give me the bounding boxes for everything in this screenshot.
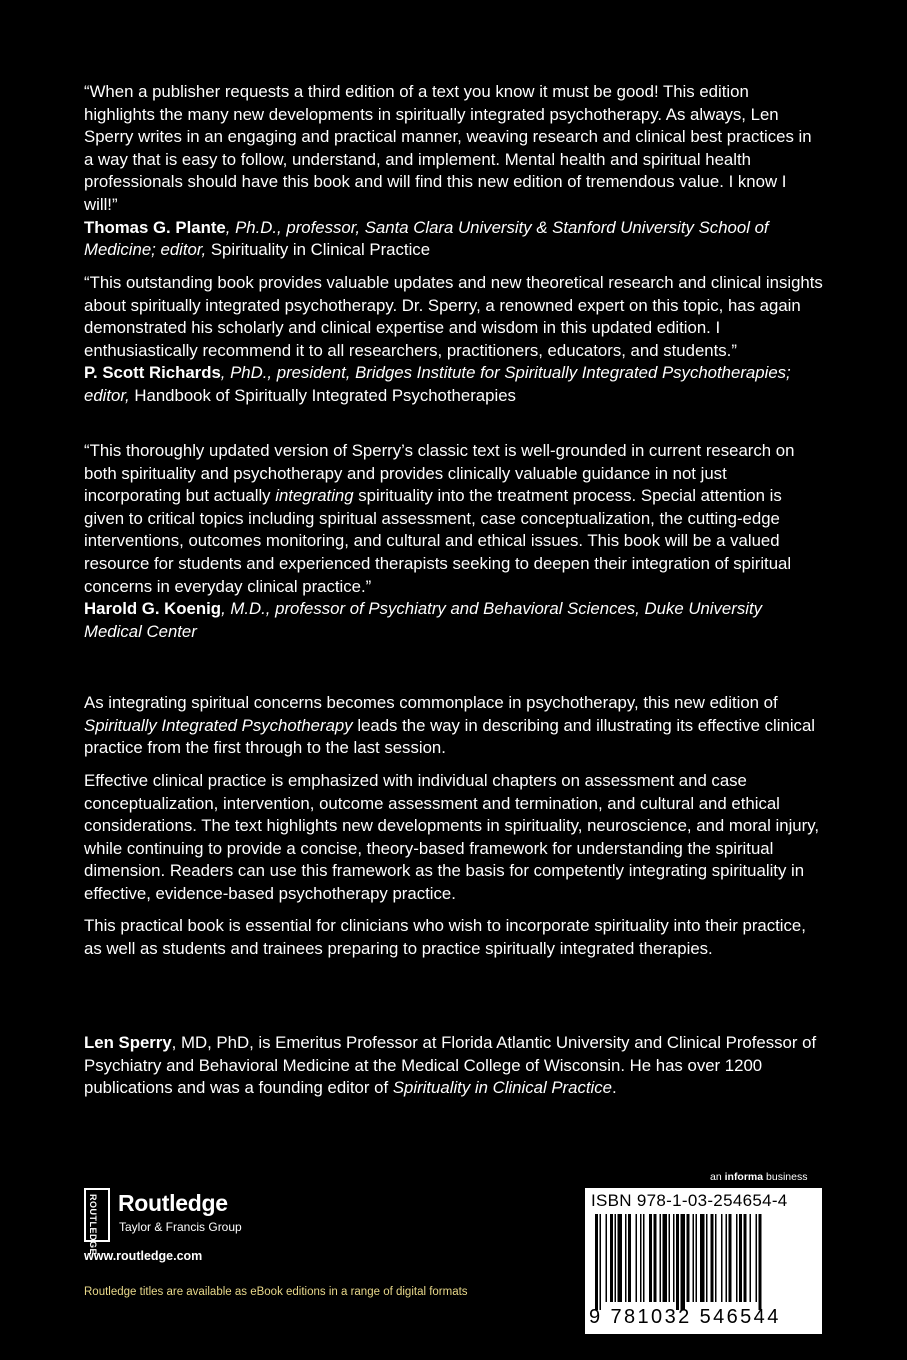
author-bio (84, 1032, 824, 1100)
informa-prefix: an (710, 1171, 725, 1183)
barcode-bar (600, 1214, 602, 1310)
isbn-label: ISBN 978-1-03-254654-4 (591, 1191, 788, 1210)
barcode-bar (681, 1214, 686, 1310)
bio-end: . (611, 1078, 617, 1098)
description-text: Effective clinical practice is emphasized with individual chapters on assessment and case conceptualization, intervention, outcome assessment and termination, and cultural and ethical considerations. The text highlights new developments in spirituality, neuroscience, and moral injury, while continuing to provide a concise, theory-based framework for understanding the spiritual dimension. Readers can use this framework as the basis for competently integrating spirituality in effective, evidence-based psychotherapy practice. (84, 771, 820, 903)
barcode-bar (750, 1214, 752, 1302)
endorser-work: Handbook of Spiritually Integrated Psychotherapies (134, 385, 516, 405)
barcode-bar (649, 1214, 652, 1302)
barcode-bar (729, 1214, 732, 1302)
barcode-bar (726, 1214, 728, 1302)
endorser-role: , PhD., president, Bridges Institute for Spiritually Integrated Psychotherapies; editor, (84, 363, 791, 405)
barcode-bar (660, 1214, 662, 1302)
routledge-mark-icon (84, 1188, 110, 1256)
barcode-bar (706, 1214, 708, 1302)
description-text (84, 692, 824, 760)
barcode-bar (744, 1214, 747, 1302)
description-paragraph-1 (84, 692, 824, 760)
quote-emphasis: integrating (275, 486, 354, 506)
barcode-bar (663, 1214, 668, 1302)
ebook-note: Routledge titles are available as eBook editions in a range of digital formats (84, 1286, 468, 1298)
endorser-work: Spirituality in Clinical Practice (210, 240, 431, 260)
endorser-name: Harold G. Koenig (84, 599, 222, 619)
barcode-icon (591, 1214, 817, 1310)
quote-text: “This outstanding book provides valuable updates and new theoretical research and clinical insights about spiritually integrated psychotherapy. Dr. Sperry, a renowned expert on this topic, has again demonstrated his scholarly and clinical expertise and wisdom in this updated edition. I enthusiastically recommend it to all researchers, practitioners, educators, and students.” (84, 273, 823, 360)
bio-part: , MD, PhD, is Emeritus Professor at Florida Atlantic University and Clinical Professor of Psychiatry and Behavioral Medicine at the Medical College of Wisconsin. He has over 1200 publications and was a founding editor of (84, 1033, 817, 1098)
logo-mark-text: ROUTLEDGE (88, 1194, 98, 1256)
endorsement-koenig (84, 440, 824, 643)
quote-text (84, 440, 824, 598)
journal-title: Spirituality in Clinical Practice (392, 1078, 612, 1098)
barcode-bar (669, 1214, 671, 1302)
book-title: Spiritually Integrated Psychotherapy (84, 715, 353, 735)
barcode-bar (711, 1214, 714, 1302)
quote-text-part: “This thoroughly updated version of Sperry’s classic text is well-grounded in current research on both spirituality and psychotherapy and provides clinically valuable guidance in not just incorporating but actually (84, 441, 795, 506)
publisher-group: Taylor & Francis Group (119, 1220, 242, 1234)
barcode-bar (721, 1214, 723, 1302)
description-text: This practical book is essential for clinicians who wish to incorporate spirituality into their practice, as well as students and trainees preparing to practice spiritually integrated therapies. (84, 916, 806, 958)
barcode-bar (610, 1214, 613, 1302)
barcode-bar (606, 1214, 608, 1302)
barcode-bar (693, 1214, 695, 1302)
description-paragraph-3 (84, 915, 824, 960)
endorser-name: P. Scott Richards (84, 363, 221, 383)
barcode-bar (756, 1214, 758, 1302)
barcode-bar (640, 1214, 642, 1302)
endorser-name: Thomas G. Plante (84, 217, 226, 237)
bio-text (84, 1032, 824, 1100)
barcode-bar (654, 1214, 657, 1302)
barcode-bar (715, 1214, 717, 1302)
barcode-bar (696, 1214, 698, 1302)
isbn-barcode-box (585, 1188, 822, 1334)
endorsement-plante (84, 81, 824, 262)
barcode-bar (739, 1214, 742, 1302)
barcode-bar (759, 1214, 762, 1310)
barcode-bar (643, 1214, 645, 1302)
publisher-name: Routledge (118, 1190, 228, 1216)
quote-text-part: spirituality into the treatment process. Special attention is given to critical topics including spiritual assessment, case conceptualization, the cutting-edge interventions, outcomes monitoring, and cultural and ethical issues. This book will be a valued resource for students and experienced therapists seeking to deepen their integration of spiritual concerns in everyday clinical practice.” (84, 486, 792, 596)
informa-name: informa (724, 1171, 764, 1183)
barcode-bar (625, 1214, 627, 1302)
description-part: leads the way in describing and illustrating its effective clinical practice from the first through to the last session. (84, 715, 816, 758)
informa-suffix: business (763, 1171, 808, 1183)
publisher-website: www.routledge.com (84, 1249, 203, 1263)
informa-business-label (710, 1171, 807, 1183)
barcode-bar (615, 1214, 617, 1302)
quote-attribution (84, 362, 824, 407)
barcode-digits: 9 781032 546544 (589, 1306, 781, 1328)
quote-attribution (84, 217, 824, 262)
endorser-role: , Ph.D., professor, Santa Clara University & Stanford University School of Medicine; editor, (84, 217, 769, 260)
barcode-bar (628, 1214, 631, 1302)
quote-text: “When a publisher requests a third edition of a text you know it must be good! This edition highlights the many new developments in spiritually integrated psychotherapy. As always, Len Sperry writes in an engaging and practical manner, weaving research and clinical best practices in a way that is easy to follow, understand, and implement. Mental health and spiritual health professionals should have this book and will find this new edition of tremendous value. I know I will!” (84, 82, 812, 214)
endorser-role: , M.D., professor of Psychiatry and Behavioral Sciences, Duke University Medical Center (84, 599, 763, 641)
barcode-bar (618, 1214, 623, 1302)
barcode-bar (636, 1214, 638, 1302)
endorsement-richards (84, 272, 824, 408)
barcode-bar (595, 1214, 598, 1310)
description-part: As integrating spiritual concerns becomes commonplace in psychotherapy, this new edition of (84, 693, 778, 712)
quote-attribution (84, 598, 824, 643)
author-name: Len Sperry (84, 1033, 172, 1052)
barcode-bar (700, 1214, 705, 1302)
barcode-bar (687, 1214, 690, 1302)
barcode-bar (676, 1214, 679, 1310)
barcode-bar (673, 1214, 675, 1302)
description-paragraph-2 (84, 770, 824, 906)
barcode-bar (736, 1214, 738, 1302)
